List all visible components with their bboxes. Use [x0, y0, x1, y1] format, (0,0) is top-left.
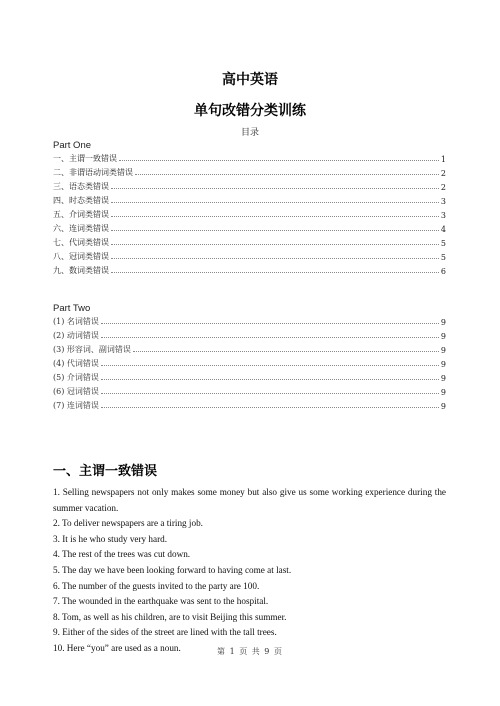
toc-entry-label: 九、数词类错误	[53, 266, 109, 275]
toc-entry[interactable]	[53, 397, 446, 411]
document-title: 高中英语	[222, 72, 278, 88]
document-subtitle: 单句改错分类训练	[194, 103, 306, 119]
toc-entry-label: (2) 动词错误	[53, 331, 99, 340]
toc-leader-dots	[101, 379, 439, 380]
toc-entry-page: 9	[440, 332, 446, 341]
toc-leader-dots	[119, 160, 439, 161]
toc-entry[interactable]	[53, 313, 446, 327]
toc-leader-dots	[101, 407, 439, 408]
part-two-label: Part Two	[53, 303, 91, 314]
toc-entry[interactable]	[53, 355, 446, 369]
toc-part-two	[53, 313, 446, 411]
exercise-sentences	[53, 485, 446, 657]
toc-entry-page: 2	[440, 169, 446, 178]
toc-entry-label: 一、主谓一致错误	[53, 154, 117, 163]
toc-entry[interactable]	[53, 192, 446, 206]
toc-entry-label: (5) 介词错误	[53, 373, 99, 382]
toc-entry-page: 9	[440, 374, 446, 383]
exercise-sentence: 7. The wounded in the earthquake was sent to the hospital.	[53, 596, 269, 607]
toc-leader-dots	[111, 230, 439, 231]
exercise-sentence: 4. The rest of the trees was cut down.	[53, 549, 191, 560]
toc-entry[interactable]	[53, 383, 446, 397]
part-one-label: Part One	[53, 140, 92, 151]
toc-entry-page: 2	[440, 183, 446, 192]
toc-entry-page: 9	[440, 360, 446, 369]
toc-entry[interactable]	[53, 341, 446, 355]
toc-leader-dots	[133, 351, 439, 352]
toc-leader-dots	[111, 258, 439, 259]
toc-entry-label: 四、时态类错误	[53, 196, 109, 205]
toc-entry[interactable]	[53, 178, 446, 192]
toc-leader-dots	[101, 323, 439, 324]
toc-entry-label: (4) 代词错误	[53, 359, 99, 368]
toc-entry-page: 3	[440, 197, 446, 206]
exercise-sentence: 8. Tom, as well as his children, are to visit Beijing this summer.	[53, 611, 287, 622]
toc-leader-dots	[111, 272, 439, 273]
toc-entry-label: (3) 形容词、副词错误	[53, 345, 131, 354]
toc-entry-label: 七、代词类错误	[53, 238, 109, 247]
toc-entry-label: (7) 连词错误	[53, 401, 99, 410]
toc-entry-page: 9	[440, 346, 446, 355]
toc-leader-dots	[101, 365, 439, 366]
toc-entry-page: 4	[440, 225, 446, 234]
toc-leader-dots	[111, 202, 439, 203]
toc-leader-dots	[101, 337, 439, 338]
toc-entry[interactable]	[53, 327, 446, 341]
toc-leader-dots	[111, 244, 439, 245]
exercise-sentence: 6. The number of the guests invited to the party are 100.	[53, 580, 260, 591]
toc-entry-page: 9	[440, 318, 446, 327]
toc-leader-dots	[135, 174, 439, 175]
toc-entry-page: 5	[440, 239, 446, 248]
toc-entry[interactable]	[53, 234, 446, 248]
section-heading: 一、主谓一致错误	[53, 464, 158, 479]
exercise-sentence: 10. Here “you” are used as a noun.	[53, 642, 181, 653]
exercise-sentence: 2. To deliver newspapers are a tiring job.	[53, 518, 203, 529]
page-footer: 第 1 页 共 9 页	[217, 647, 283, 656]
toc-entry-page: 1	[440, 155, 446, 164]
toc-entry-label: 三、语态类错误	[53, 182, 109, 191]
toc-entry[interactable]	[53, 369, 446, 383]
toc-entry[interactable]	[53, 206, 446, 220]
exercise-sentence: 3. It is he who study very hard.	[53, 533, 168, 544]
toc-entry-page: 9	[440, 388, 446, 397]
exercise-sentence: 5. The day we have been looking forward to having come at last.	[53, 564, 292, 575]
toc-entry-page: 6	[440, 267, 446, 276]
exercise-sentence: 1. Selling newspapers not only makes some money but also give us some working experience during the summer vacation.	[53, 487, 446, 513]
toc-entry-label: 六、连词类错误	[53, 224, 109, 233]
toc-entry-page: 5	[440, 253, 446, 262]
toc-entry[interactable]	[53, 150, 446, 164]
exercise-sentence: 9. Either of the sides of the street are lined with the tall trees.	[53, 627, 277, 638]
toc-entry-label: (1) 名词错误	[53, 317, 99, 326]
toc-entry[interactable]	[53, 220, 446, 234]
toc-leader-dots	[111, 216, 439, 217]
toc-leader-dots	[111, 188, 439, 189]
toc-entry-page: 3	[440, 211, 446, 220]
toc-entry-label: 八、冠词类错误	[53, 252, 109, 261]
toc-entry-label: 二、非谓语动词类错误	[53, 168, 133, 177]
toc-entry[interactable]	[53, 248, 446, 262]
toc-entry[interactable]	[53, 164, 446, 178]
toc-entry-label: 五、介词类错误	[53, 210, 109, 219]
toc-part-one	[53, 150, 446, 276]
toc-heading: 目录	[240, 128, 259, 138]
toc-entry-label: (6) 冠词错误	[53, 387, 99, 396]
toc-entry[interactable]	[53, 262, 446, 276]
toc-leader-dots	[101, 393, 439, 394]
toc-entry-page: 9	[440, 402, 446, 411]
